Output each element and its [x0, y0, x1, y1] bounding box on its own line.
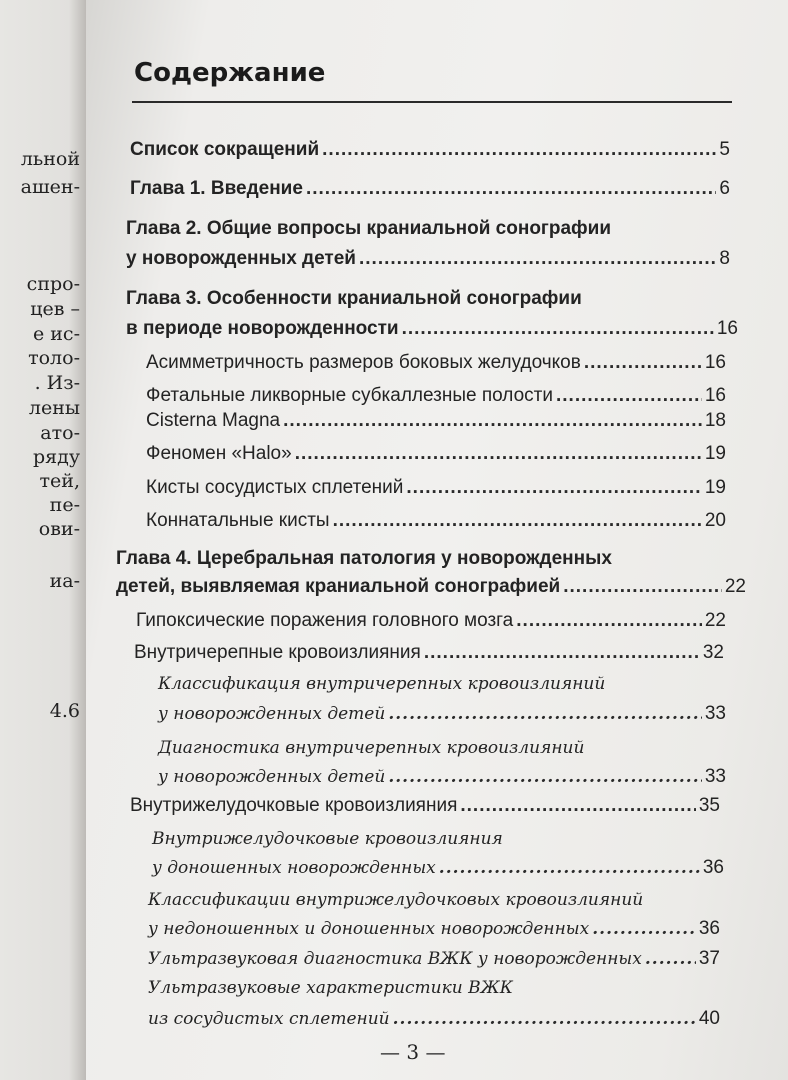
toc-page-number: 19 [704, 477, 726, 498]
leader-dots [406, 477, 701, 499]
leader-dots [393, 1009, 696, 1029]
leader-dots [516, 610, 702, 632]
toc-page-number: 40 [698, 1008, 720, 1029]
toc-entry-title: Феномен «Halo» [146, 443, 292, 464]
leader-dots [424, 642, 700, 664]
toc-page-number: 18 [704, 410, 726, 431]
toc-entry-title: Список сокращений [130, 139, 320, 160]
toc-page-number: 32 [702, 642, 724, 663]
toc-entry-line: Внутрижелудочковые кровоизлияния [152, 829, 503, 849]
toc-entry [126, 318, 738, 340]
toc-page-number: 16 [704, 352, 726, 373]
leader-dots [592, 919, 696, 939]
leader-dots [460, 795, 695, 817]
leader-dots [388, 704, 702, 724]
toc-entry [158, 703, 726, 725]
facing-page-text: . Из- [34, 372, 80, 394]
leader-dots [563, 576, 722, 598]
toc-page-number: 8 [719, 248, 730, 269]
facing-page-text: льной [20, 148, 80, 170]
toc-entry-line: Глава 2. Общие вопросы краниальной сонографии [126, 218, 612, 239]
facing-page [0, 0, 86, 1080]
leader-dots [439, 858, 700, 878]
toc-page-number: 36 [702, 857, 724, 878]
toc-entry-title: у новорожденных детей [158, 767, 386, 787]
facing-page-text: 4.6 [49, 700, 80, 722]
toc-entry-title: Внутричерепные кровоизлияния [134, 642, 421, 663]
leader-dots [359, 248, 716, 270]
toc-page-number: 37 [698, 948, 720, 969]
toc-entry [130, 795, 720, 817]
toc-page-number: 35 [698, 795, 720, 816]
toc-entry-title: Асимметричность размеров боковых желудочков [146, 352, 581, 373]
toc-entry [148, 918, 720, 940]
toc-entry-title: Фетальные ликворные субкаллезные полости [146, 385, 553, 406]
toc-entry [152, 857, 724, 879]
toc-entry-line: Классификации внутрижелудочковых кровоизлияний [148, 890, 644, 910]
toc-page-number: 20 [704, 510, 726, 531]
toc-entry [158, 766, 726, 788]
toc-entry-title: Внутрижелудочковые кровоизлияния [130, 795, 458, 816]
facing-page-text: спро- [26, 273, 80, 295]
toc-entry [116, 576, 746, 598]
leader-dots [306, 178, 716, 200]
toc-entry-line: Классификация внутричерепных кровоизлияний [158, 674, 606, 694]
toc-entry [146, 510, 726, 532]
toc-entry-title: Cisterna Magna [146, 410, 281, 431]
page-title: Содержание [134, 58, 326, 88]
toc-entry [146, 410, 726, 432]
leader-dots [556, 385, 702, 407]
toc-page-number: 36 [698, 918, 720, 939]
toc-entry [136, 610, 726, 632]
toc-entry [148, 948, 720, 970]
toc-page-number: 16 [716, 318, 738, 339]
facing-page-text: пе- [49, 494, 80, 516]
toc-entry-title: Кисты сосудистых сплетений [146, 477, 404, 498]
facing-page-text: ови- [38, 518, 80, 540]
facing-page-text: толо- [28, 347, 80, 369]
page-number: — 3 — [380, 1040, 446, 1064]
leader-dots [388, 767, 702, 787]
toc-page-number: 22 [704, 610, 726, 631]
toc-entry [146, 477, 726, 499]
toc-entry-title: из сосудистых сплетений [148, 1009, 390, 1029]
toc-page-number: 6 [719, 178, 730, 199]
toc-entry-line: Диагностика внутричерепных кровоизлияний [158, 738, 585, 758]
facing-page-text: тей, [39, 470, 80, 492]
toc-entry-line: Глава 4. Церебральная патология у новорожденных [116, 548, 612, 569]
facing-page-text: лены [28, 397, 80, 419]
facing-page-text: ато- [40, 422, 80, 444]
facing-page-text: цев – [30, 298, 80, 320]
toc-entry-title: у новорожденных детей [158, 704, 386, 724]
toc-page-number: 16 [704, 385, 726, 406]
leader-dots [584, 352, 702, 374]
leader-dots [295, 443, 702, 465]
toc-entry-title: Коннатальные кисты [146, 510, 330, 531]
toc-page-number: 5 [719, 139, 730, 160]
facing-page-text: ашен- [20, 176, 80, 198]
toc-entry-title: Ультразвуковая диагностика ВЖК у новорожденных [148, 949, 642, 969]
toc-page-number: 33 [704, 766, 726, 787]
leader-dots [283, 410, 702, 432]
facing-page-text: иа- [49, 570, 80, 592]
toc-entry [146, 385, 726, 407]
leader-dots [322, 139, 716, 161]
toc-entry-title: у новорожденных детей [126, 248, 356, 269]
toc-entry-title: у недоношенных и доношенных новорожденных [148, 919, 590, 939]
toc-page-number: 19 [704, 443, 726, 464]
leader-dots [402, 318, 714, 340]
leader-dots [645, 949, 696, 969]
toc-page-number: 33 [704, 703, 726, 724]
toc-page-number: 22 [724, 576, 746, 597]
toc-entry-title: Глава 1. Введение [130, 178, 303, 199]
toc-page [86, 0, 788, 1080]
leader-dots [333, 510, 702, 532]
toc-entry-title: детей, выявляемая краниальной сонографией [116, 576, 561, 597]
title-rule [132, 101, 732, 103]
toc-entry [134, 642, 724, 664]
toc-entry [148, 1008, 720, 1030]
toc-entry-line: Глава 3. Особенности краниальной сонографии [126, 288, 582, 309]
toc-entry [126, 248, 730, 270]
toc-entry-title: в периоде новорожденности [126, 318, 399, 339]
toc-entry [130, 139, 730, 161]
toc-entry-title: Гипоксические поражения головного мозга [136, 610, 514, 631]
facing-page-text: ряду [32, 446, 80, 468]
toc-entry [146, 352, 726, 374]
facing-page-text: е ис- [32, 323, 80, 345]
toc-entry [146, 443, 726, 465]
toc-entry-line: Ультразвуковые характеристики ВЖК [148, 978, 513, 998]
toc-entry [130, 178, 730, 200]
toc-entry-title: у доношенных новорожденных [152, 858, 436, 878]
